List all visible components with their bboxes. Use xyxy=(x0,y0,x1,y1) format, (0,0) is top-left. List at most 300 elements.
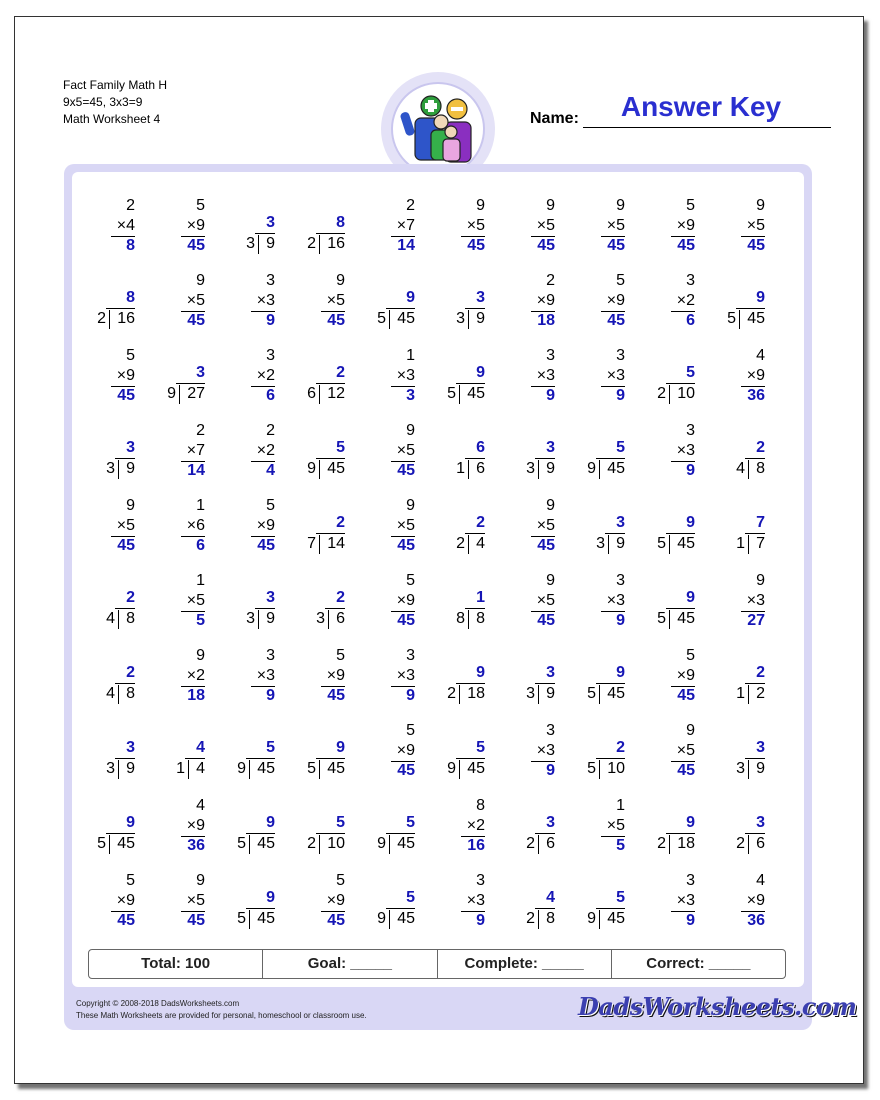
factor-top: 5 xyxy=(686,197,695,214)
division-bar xyxy=(246,833,275,834)
factor-bottom: ×9 xyxy=(746,367,765,384)
division-bracket xyxy=(319,235,320,254)
division-bracket xyxy=(599,685,600,704)
factor-top: 9 xyxy=(686,722,695,739)
multiplication-problem xyxy=(705,871,765,931)
quotient-answer: 7 xyxy=(756,514,765,531)
division-problem xyxy=(425,646,485,706)
division-bracket xyxy=(538,460,539,479)
factor-bottom: ×9 xyxy=(676,217,695,234)
division-problem xyxy=(495,646,555,706)
product-answer: 9 xyxy=(546,762,555,779)
quotient-answer: 3 xyxy=(266,214,275,231)
divisor: 5 xyxy=(727,310,736,327)
division-problem xyxy=(565,421,625,481)
division-bar xyxy=(255,233,275,234)
answer-key-heading: Answer Key xyxy=(620,91,782,122)
factor-bottom: ×5 xyxy=(396,442,415,459)
quotient-answer: 3 xyxy=(126,739,135,756)
factor-bottom: ×9 xyxy=(186,817,205,834)
factor-bottom: ×9 xyxy=(186,217,205,234)
factor-bottom: ×5 xyxy=(536,592,555,609)
division-problem xyxy=(215,721,275,781)
product-answer: 45 xyxy=(327,912,345,929)
division-bar xyxy=(666,383,695,384)
quotient-answer: 4 xyxy=(196,739,205,756)
factor-bottom: ×5 xyxy=(186,592,205,609)
dividend: 45 xyxy=(747,310,765,327)
division-bracket xyxy=(599,910,600,929)
factor-top: 9 xyxy=(546,497,555,514)
factor-top: 9 xyxy=(546,197,555,214)
product-answer: 3 xyxy=(406,387,415,404)
division-problem xyxy=(425,421,485,481)
quotient-answer: 8 xyxy=(336,214,345,231)
multiplication-problem xyxy=(355,646,415,706)
division-problem xyxy=(425,571,485,631)
product-answer: 36 xyxy=(747,912,765,929)
dividend: 9 xyxy=(476,310,485,327)
correct-field[interactable]: Correct: _____ xyxy=(646,955,751,972)
dividend: 9 xyxy=(546,460,555,477)
division-problem xyxy=(425,346,485,406)
quotient-answer: 5 xyxy=(336,814,345,831)
factor-bottom: ×5 xyxy=(116,517,135,534)
factor-top: 3 xyxy=(686,872,695,889)
factor-bottom: ×5 xyxy=(186,292,205,309)
factor-bottom: ×2 xyxy=(466,817,485,834)
divisor: 3 xyxy=(596,535,605,552)
product-answer: 45 xyxy=(467,237,485,254)
product-answer: 9 xyxy=(476,912,485,929)
family-icon xyxy=(393,84,483,174)
division-bracket xyxy=(118,610,119,629)
factor-top: 1 xyxy=(406,347,415,364)
dividend: 45 xyxy=(397,835,415,852)
division-bracket xyxy=(459,760,460,779)
quotient-answer: 2 xyxy=(756,439,765,456)
multiplication-problem xyxy=(355,721,415,781)
division-bracket xyxy=(599,460,600,479)
factor-top: 1 xyxy=(196,572,205,589)
factor-bottom: ×5 xyxy=(746,217,765,234)
division-bracket xyxy=(328,610,329,629)
quotient-answer: 2 xyxy=(126,664,135,681)
division-bracket xyxy=(459,685,460,704)
dividend: 6 xyxy=(336,610,345,627)
factor-top: 5 xyxy=(126,872,135,889)
product-answer: 36 xyxy=(747,387,765,404)
quotient-answer: 9 xyxy=(686,814,695,831)
dividend: 10 xyxy=(327,835,345,852)
factor-bottom: ×7 xyxy=(396,217,415,234)
division-problem xyxy=(705,646,765,706)
factor-bottom: ×2 xyxy=(676,292,695,309)
product-answer: 45 xyxy=(187,312,205,329)
division-problem xyxy=(75,421,135,481)
divisor: 2 xyxy=(97,310,106,327)
factor-bottom: ×6 xyxy=(186,517,205,534)
quotient-answer: 5 xyxy=(476,739,485,756)
factor-bottom: ×5 xyxy=(606,217,625,234)
division-bracket xyxy=(748,835,749,854)
division-bracket xyxy=(319,835,320,854)
division-bar xyxy=(246,908,275,909)
multiplication-problem xyxy=(285,646,345,706)
factor-top: 2 xyxy=(126,197,135,214)
product-answer: 6 xyxy=(196,537,205,554)
divisor: 9 xyxy=(167,385,176,402)
division-problem xyxy=(75,646,135,706)
product-answer: 5 xyxy=(616,837,625,854)
division-problem xyxy=(635,571,695,631)
division-bar xyxy=(745,758,765,759)
name-field-line[interactable] xyxy=(583,127,831,128)
multiplication-problem xyxy=(495,496,555,556)
division-problem xyxy=(215,871,275,931)
quotient-answer: 9 xyxy=(336,739,345,756)
multiplication-problem xyxy=(355,496,415,556)
factor-bottom: ×3 xyxy=(746,592,765,609)
product-answer: 9 xyxy=(616,387,625,404)
divisor: 3 xyxy=(246,235,255,252)
dividend: 45 xyxy=(327,460,345,477)
factor-top: 3 xyxy=(266,647,275,664)
product-answer: 45 xyxy=(397,762,415,779)
division-bracket xyxy=(179,385,180,404)
factor-bottom: ×2 xyxy=(256,367,275,384)
product-answer: 6 xyxy=(266,387,275,404)
divisor: 2 xyxy=(307,835,316,852)
factor-bottom: ×5 xyxy=(536,517,555,534)
multiplication-problem xyxy=(215,646,275,706)
factor-bottom: ×5 xyxy=(186,892,205,909)
quotient-answer: 2 xyxy=(756,664,765,681)
divisor: 9 xyxy=(587,460,596,477)
factor-top: 5 xyxy=(686,647,695,664)
dividend: 18 xyxy=(467,685,485,702)
factor-top: 5 xyxy=(126,347,135,364)
quotient-answer: 9 xyxy=(686,589,695,606)
division-problem xyxy=(425,721,485,781)
multiplication-problem xyxy=(705,571,765,631)
multiplication-problem xyxy=(145,271,205,331)
divisor: 3 xyxy=(456,310,465,327)
factor-bottom: ×3 xyxy=(256,292,275,309)
totals-bar xyxy=(88,949,786,979)
product-answer: 6 xyxy=(686,312,695,329)
quotient-answer: 6 xyxy=(476,439,485,456)
division-problem xyxy=(285,571,345,631)
division-bracket xyxy=(538,910,539,929)
quotient-answer: 1 xyxy=(476,589,485,606)
division-bracket xyxy=(389,910,390,929)
multiplication-problem xyxy=(75,196,135,256)
product-answer: 45 xyxy=(537,537,555,554)
product-answer: 45 xyxy=(677,762,695,779)
product-answer: 45 xyxy=(257,537,275,554)
dividend: 8 xyxy=(126,610,135,627)
multiplication-problem xyxy=(215,346,275,406)
divisor: 1 xyxy=(456,460,465,477)
factor-top: 2 xyxy=(406,197,415,214)
quotient-answer: 2 xyxy=(336,514,345,531)
quotient-answer: 9 xyxy=(126,814,135,831)
division-bracket xyxy=(669,610,670,629)
division-bar xyxy=(736,308,765,309)
multiplication-problem xyxy=(355,346,415,406)
quotient-answer: 9 xyxy=(756,289,765,306)
division-problem xyxy=(285,721,345,781)
factor-bottom: ×5 xyxy=(466,217,485,234)
division-problem xyxy=(355,796,415,856)
factor-top: 4 xyxy=(756,872,765,889)
division-bracket xyxy=(249,760,250,779)
division-bracket xyxy=(459,385,460,404)
factor-top: 9 xyxy=(406,497,415,514)
factor-top: 5 xyxy=(196,197,205,214)
division-bar xyxy=(605,533,625,534)
multiplication-problem xyxy=(495,571,555,631)
factor-bottom: ×3 xyxy=(396,367,415,384)
quotient-answer: 3 xyxy=(266,589,275,606)
divisor: 5 xyxy=(657,610,666,627)
dividend: 45 xyxy=(117,835,135,852)
division-bar xyxy=(465,533,485,534)
division-problem xyxy=(495,796,555,856)
quotient-answer: 2 xyxy=(336,364,345,381)
division-bar xyxy=(316,758,345,759)
division-bar xyxy=(255,608,275,609)
multiplication-problem xyxy=(565,796,625,856)
divisor: 5 xyxy=(237,910,246,927)
multiplication-problem xyxy=(355,571,415,631)
factor-top: 9 xyxy=(196,647,205,664)
factor-top: 9 xyxy=(336,272,345,289)
divisor: 3 xyxy=(736,760,745,777)
product-answer: 45 xyxy=(327,687,345,704)
dividend: 10 xyxy=(677,385,695,402)
multiplication-problem xyxy=(565,271,625,331)
dividend: 45 xyxy=(397,910,415,927)
product-answer: 45 xyxy=(607,312,625,329)
division-bracket xyxy=(109,835,110,854)
factor-top: 5 xyxy=(336,647,345,664)
division-bracket xyxy=(188,760,189,779)
dividend: 45 xyxy=(607,910,625,927)
factor-bottom: ×3 xyxy=(676,442,695,459)
multiplication-problem xyxy=(705,346,765,406)
product-answer: 36 xyxy=(187,837,205,854)
division-problem xyxy=(215,196,275,256)
divisor: 3 xyxy=(526,685,535,702)
factor-bottom: ×3 xyxy=(396,667,415,684)
division-bar xyxy=(465,308,485,309)
division-problem xyxy=(425,271,485,331)
division-bar xyxy=(535,458,555,459)
quotient-answer: 5 xyxy=(616,439,625,456)
division-problem xyxy=(285,496,345,556)
dividend: 45 xyxy=(327,760,345,777)
factor-bottom: ×5 xyxy=(536,217,555,234)
dividend: 7 xyxy=(756,535,765,552)
divisor: 2 xyxy=(657,385,666,402)
division-bar xyxy=(456,683,485,684)
factor-bottom: ×9 xyxy=(116,367,135,384)
multiplication-problem xyxy=(635,646,695,706)
complete-field[interactable]: Complete: _____ xyxy=(438,950,612,978)
factor-top: 1 xyxy=(616,797,625,814)
name-label: Name: xyxy=(530,110,579,127)
dividend: 9 xyxy=(756,760,765,777)
dadsworksheets-logo[interactable]: DadsWorksheets.com xyxy=(578,992,857,1021)
product-answer: 45 xyxy=(187,237,205,254)
dividend: 10 xyxy=(607,760,625,777)
division-bracket xyxy=(599,760,600,779)
division-problem xyxy=(285,196,345,256)
worksheet-header xyxy=(63,77,167,128)
division-bar xyxy=(115,608,135,609)
division-problem xyxy=(285,796,345,856)
divisor: 3 xyxy=(106,760,115,777)
division-problem xyxy=(635,496,695,556)
division-bar xyxy=(596,458,625,459)
quotient-answer: 3 xyxy=(476,289,485,306)
division-bar xyxy=(386,308,415,309)
division-bar xyxy=(745,833,765,834)
multiplication-problem xyxy=(635,271,695,331)
division-problem xyxy=(635,346,695,406)
dividend: 16 xyxy=(117,310,135,327)
division-problem xyxy=(705,271,765,331)
product-answer: 45 xyxy=(747,237,765,254)
goal-field[interactable]: Goal: _____ xyxy=(263,950,437,978)
factor-top: 3 xyxy=(546,347,555,364)
quotient-answer: 9 xyxy=(266,889,275,906)
product-answer: 45 xyxy=(117,387,135,404)
division-bracket xyxy=(468,310,469,329)
division-problem xyxy=(75,571,135,631)
division-bracket xyxy=(258,610,259,629)
quotient-answer: 3 xyxy=(546,814,555,831)
worksheet-subtitle: 9x5=45, 3x3=9 xyxy=(63,95,143,109)
factor-top: 3 xyxy=(266,272,275,289)
divisor: 9 xyxy=(377,835,386,852)
factor-top: 5 xyxy=(616,272,625,289)
divisor: 9 xyxy=(237,760,246,777)
factor-top: 5 xyxy=(406,572,415,589)
factor-top: 9 xyxy=(756,197,765,214)
product-answer: 45 xyxy=(117,912,135,929)
multiplication-problem xyxy=(635,721,695,781)
factor-top: 9 xyxy=(196,872,205,889)
product-answer: 9 xyxy=(406,687,415,704)
divisor: 9 xyxy=(377,910,386,927)
division-problem xyxy=(495,421,555,481)
multiplication-problem xyxy=(495,721,555,781)
quotient-answer: 5 xyxy=(406,814,415,831)
factor-top: 5 xyxy=(406,722,415,739)
division-bracket xyxy=(538,685,539,704)
division-bracket xyxy=(319,535,320,554)
division-bracket xyxy=(249,835,250,854)
division-bracket xyxy=(389,835,390,854)
factor-bottom: ×5 xyxy=(606,817,625,834)
worksheet-title: Fact Family Math H xyxy=(63,78,168,92)
factor-bottom: ×3 xyxy=(606,592,625,609)
factor-bottom: ×5 xyxy=(326,292,345,309)
division-bar xyxy=(316,833,345,834)
division-bar xyxy=(316,533,345,534)
dividend: 14 xyxy=(327,535,345,552)
dividend: 45 xyxy=(607,685,625,702)
product-answer: 9 xyxy=(686,912,695,929)
product-answer: 45 xyxy=(397,612,415,629)
quotient-answer: 5 xyxy=(336,439,345,456)
dividend: 4 xyxy=(196,760,205,777)
division-bar xyxy=(456,758,485,759)
quotient-answer: 9 xyxy=(406,289,415,306)
divisor: 4 xyxy=(736,460,745,477)
dividend: 18 xyxy=(677,835,695,852)
divisor: 3 xyxy=(526,460,535,477)
product-answer: 18 xyxy=(187,687,205,704)
usage-notice: These Math Worksheets are provided for personal, homeschool or classroom use. xyxy=(76,1011,367,1020)
divisor: 6 xyxy=(307,385,316,402)
divisor: 4 xyxy=(106,685,115,702)
factor-top: 3 xyxy=(546,722,555,739)
divisor: 5 xyxy=(587,685,596,702)
dividend: 9 xyxy=(266,235,275,252)
divisor: 1 xyxy=(736,685,745,702)
factor-top: 1 xyxy=(196,497,205,514)
division-bracket xyxy=(118,685,119,704)
multiplication-problem xyxy=(285,871,345,931)
division-bar xyxy=(316,383,345,384)
division-bar xyxy=(745,533,765,534)
factor-top: 2 xyxy=(196,422,205,439)
quotient-answer: 5 xyxy=(686,364,695,381)
product-answer: 8 xyxy=(126,237,135,254)
dividend: 45 xyxy=(467,385,485,402)
divisor: 2 xyxy=(736,835,745,852)
divisor: 5 xyxy=(657,535,666,552)
divisor: 9 xyxy=(587,910,596,927)
division-problem xyxy=(355,271,415,331)
division-bar xyxy=(666,608,695,609)
divisor: 5 xyxy=(447,385,456,402)
divisor: 5 xyxy=(97,835,106,852)
multiplication-problem xyxy=(215,421,275,481)
multiplication-problem xyxy=(75,346,135,406)
division-bracket xyxy=(118,460,119,479)
division-bracket xyxy=(669,385,670,404)
division-bar xyxy=(745,458,765,459)
multiplication-problem xyxy=(145,421,205,481)
factor-bottom: ×5 xyxy=(676,742,695,759)
division-problem xyxy=(705,721,765,781)
divisor: 4 xyxy=(106,610,115,627)
multiplication-problem xyxy=(75,871,135,931)
division-bar xyxy=(106,833,135,834)
division-bracket xyxy=(748,760,749,779)
divisor: 1 xyxy=(736,535,745,552)
product-answer: 18 xyxy=(537,312,555,329)
divisor: 5 xyxy=(377,310,386,327)
quotient-answer: 3 xyxy=(196,364,205,381)
quotient-answer: 3 xyxy=(756,739,765,756)
division-bar xyxy=(666,833,695,834)
